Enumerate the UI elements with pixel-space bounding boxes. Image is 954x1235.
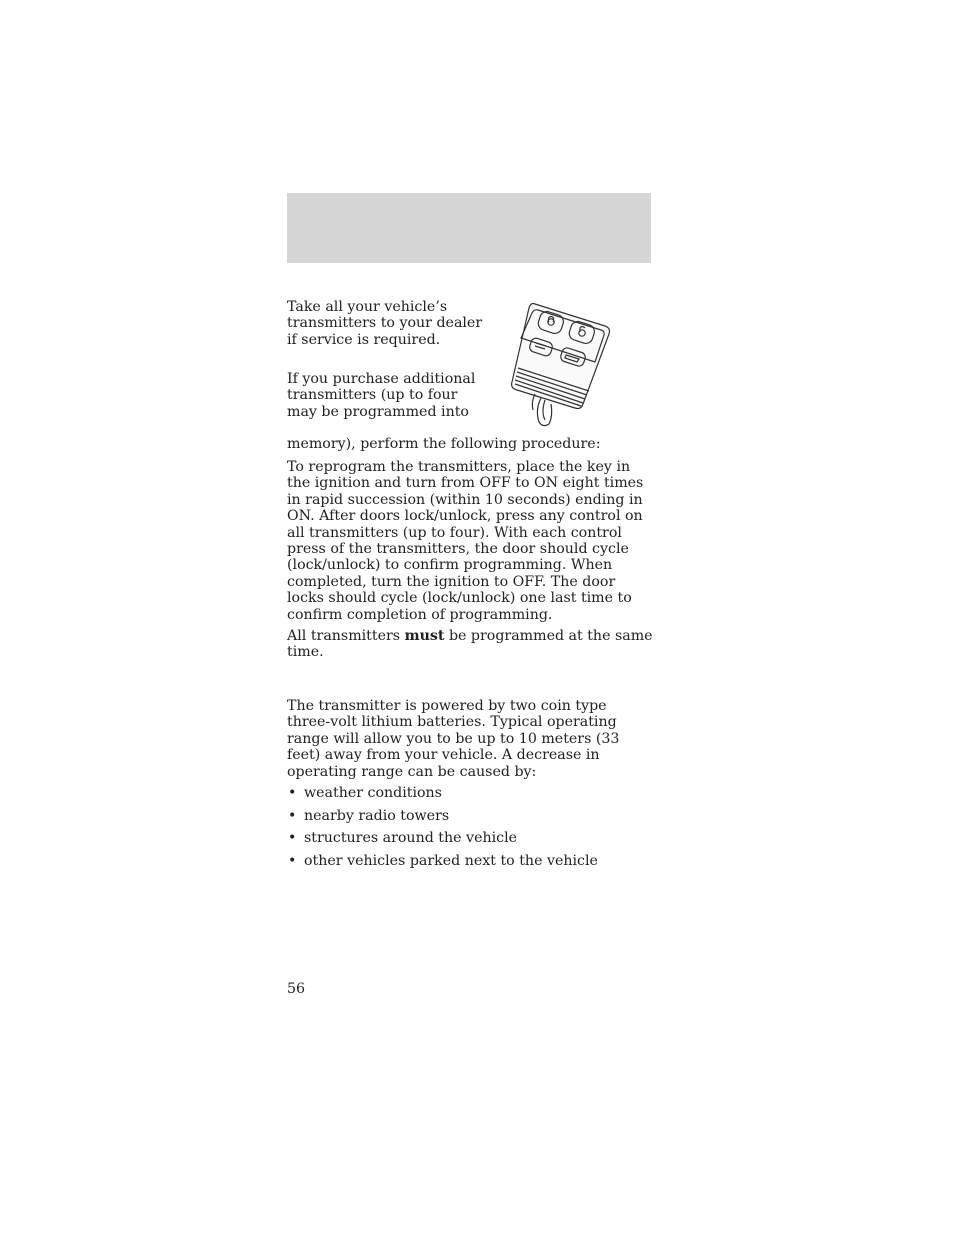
- bullet-symbol: •: [288, 852, 297, 869]
- list-item: [287, 785, 655, 808]
- list-item-text: other vehicles parked next to the vehicle: [304, 852, 598, 869]
- reprogram-paragraph: To reprogram the transmitters, place the key in the ignition and turn from OFF to ON eight times in rapid succession (within 10 seconds) ending in ON. After doors lock/unlock, press any control on all transmitters (up to four). With each control press of the transmitters, the door should cycle (lock/unlock) to confirm programming. When completed, turn the ignition to OFF. The door locks should cycle (lock/unlock) one last time to confirm completion of programming.: [287, 459, 644, 623]
- list-item: [287, 830, 655, 853]
- service-paragraph: Take all your vehicle’s transmitters to your dealer if service is required.: [287, 299, 483, 348]
- list-item-text: weather conditions: [304, 785, 442, 801]
- purchase-paragraph-end: memory), perform the following procedure:: [287, 436, 601, 452]
- list-item: [287, 853, 655, 876]
- page-number: 56: [287, 981, 306, 997]
- bullet-symbol: •: [288, 830, 297, 847]
- list-item: [287, 808, 655, 831]
- bullet-symbol: •: [288, 807, 297, 824]
- must-post-text: be programmed at the same time.: [287, 628, 653, 661]
- list-item-text: structures around the vehicle: [304, 830, 518, 847]
- purchase-paragraph-start: If you purchase additional transmitters (up to four may be programmed into: [287, 371, 476, 420]
- must-pre-text: All transmitters: [287, 628, 405, 644]
- bullet-symbol: •: [288, 785, 297, 801]
- list-item-text: nearby radio towers: [304, 807, 450, 824]
- must-emphasis: must: [404, 628, 445, 644]
- range-factors-list: [287, 785, 655, 875]
- keyless-entry-remote-icon: [505, 298, 617, 430]
- battery-paragraph: The transmitter is powered by two coin type three-volt lithium batteries. Typical operating range will allow you to be up to 10 meters (33 feet) away from your vehicle. A decrease in operating range can be caused by:: [287, 698, 620, 780]
- must-program-paragraph: [287, 628, 655, 661]
- section-header-band: [287, 193, 651, 263]
